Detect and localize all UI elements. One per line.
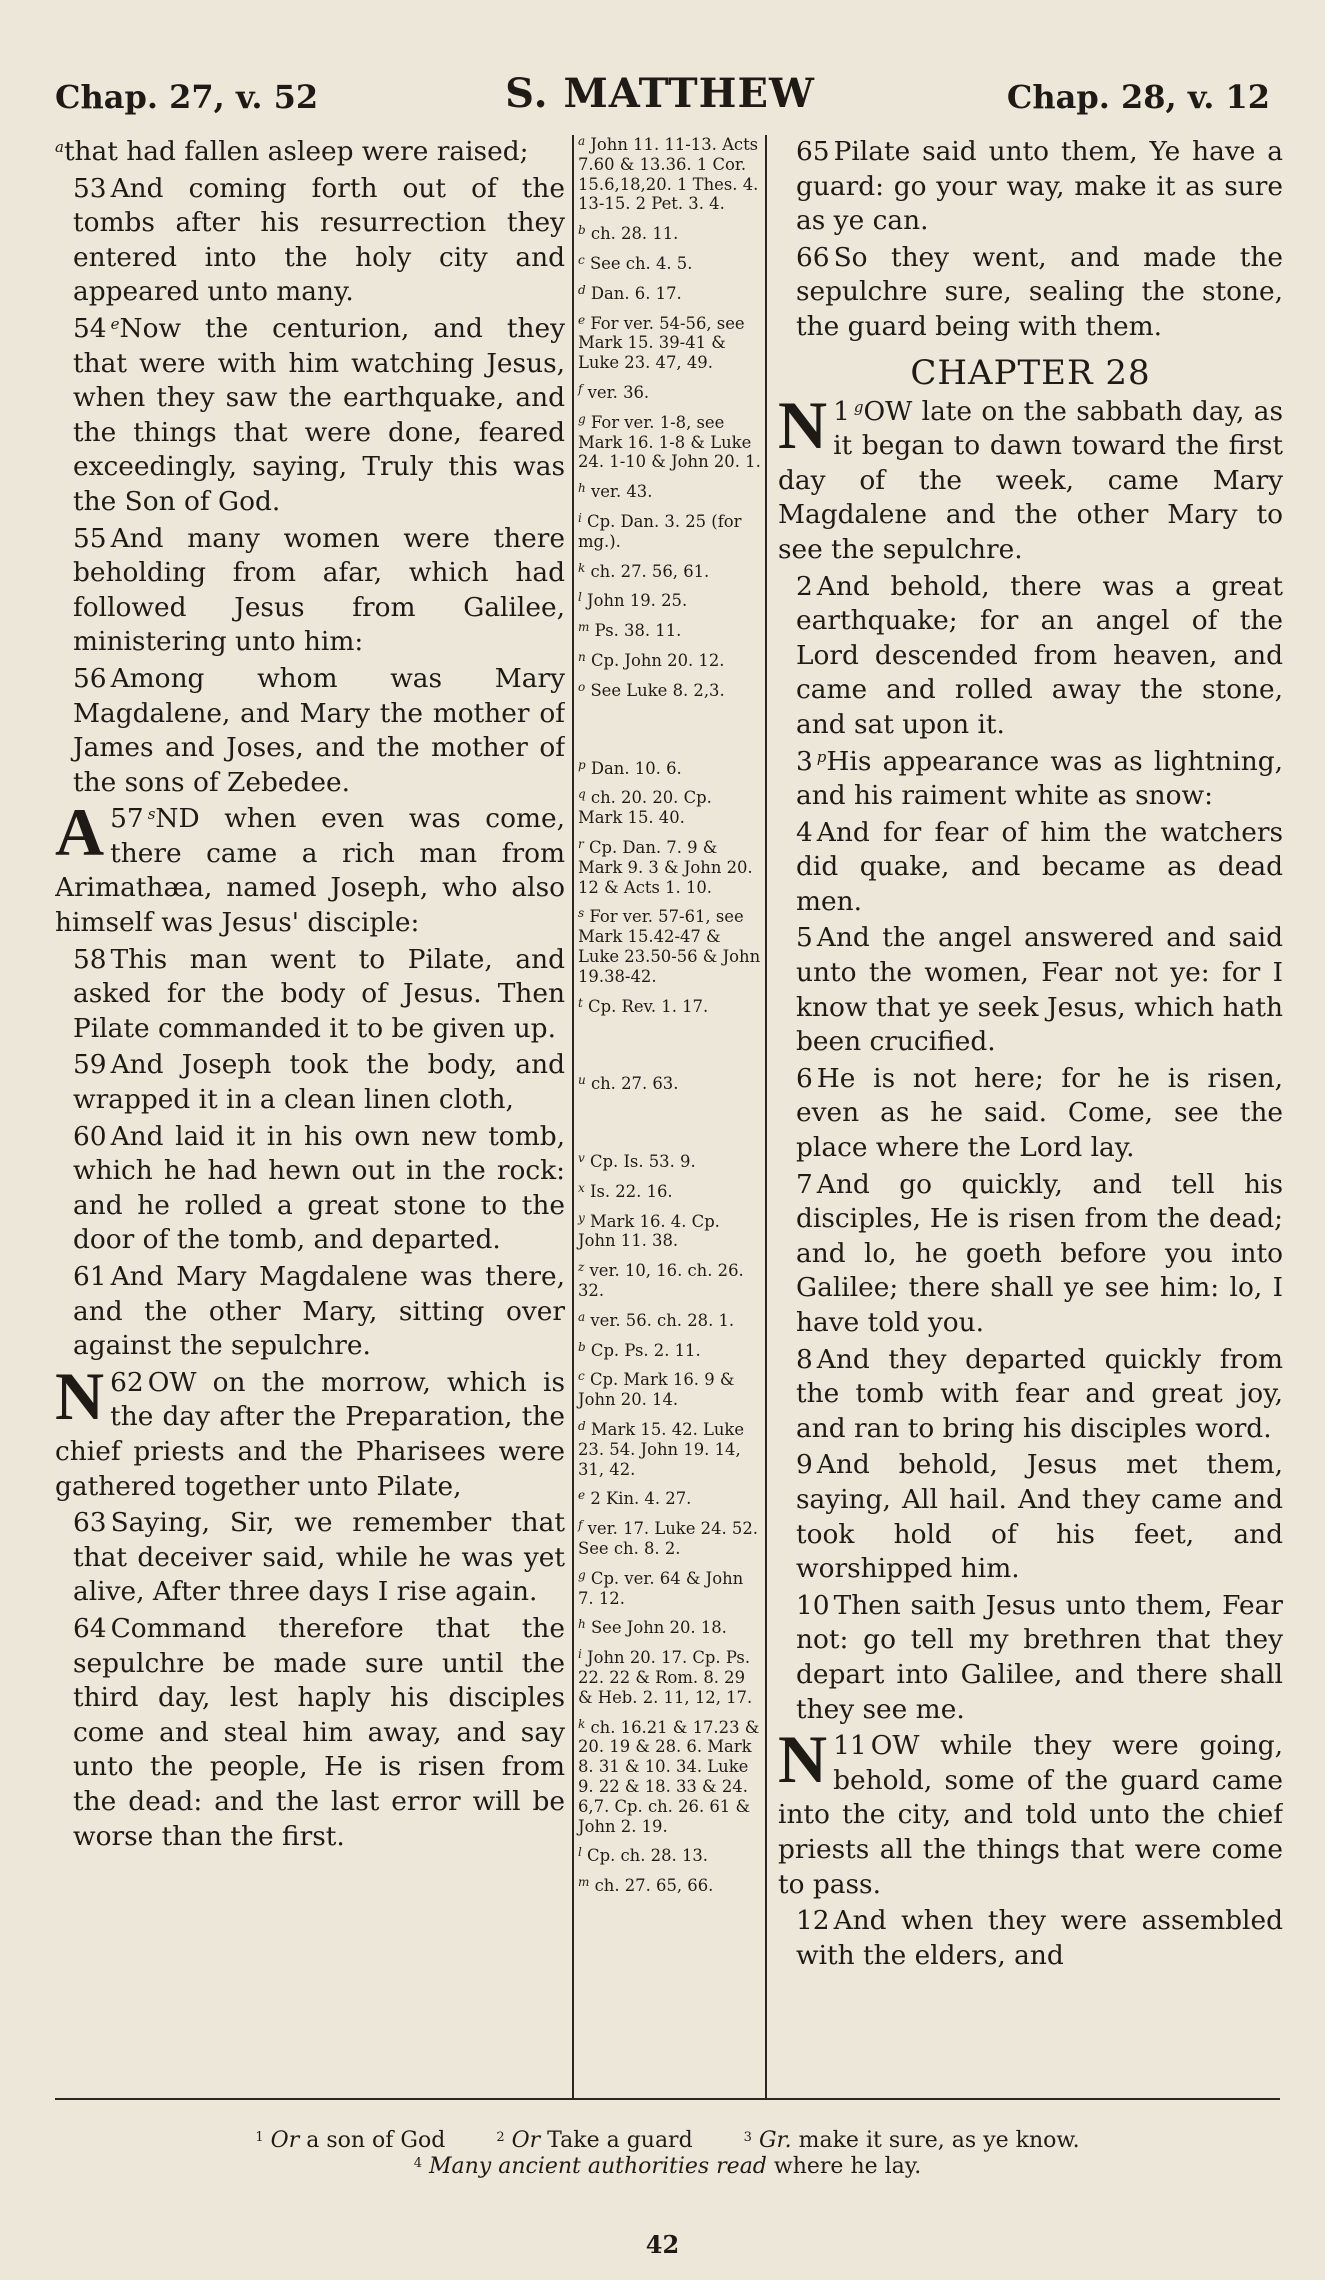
reference-mark: f bbox=[578, 381, 583, 396]
reference-mark: h bbox=[578, 1617, 586, 1632]
footnote-text: where he lay. bbox=[773, 2154, 922, 2179]
verse-text: And many women were there beholding from afar, which had followed Jesus from Galilee, ministering unto him: bbox=[73, 522, 565, 658]
verse bbox=[55, 172, 565, 310]
verse bbox=[778, 1343, 1283, 1447]
verse-number: 66 bbox=[796, 241, 830, 273]
reference-text: See Luke 8. 2,3. bbox=[585, 680, 725, 700]
verse-text: OW late on the sabbath day, as it began to dawn toward the first day of the week, came Mary Magdalene and the other Mary to see the sepulchre. bbox=[778, 395, 1283, 565]
margin-reference bbox=[578, 1370, 761, 1410]
verse-text: Now the centurion, and they that were with him watching Jesus, when they saw the earthquake, and the things that were done, feared exceedingly, saying, Truly this was the Son of God. bbox=[73, 312, 565, 517]
verse-number: 2 bbox=[796, 570, 813, 602]
verse bbox=[55, 1506, 565, 1610]
verse-number: 1 bbox=[833, 395, 850, 427]
reference-mark: q bbox=[578, 787, 586, 802]
verse bbox=[778, 386, 1283, 568]
margin-reference bbox=[578, 1311, 761, 1331]
verse-text: And behold, Jesus met them, saying, All hail. And they came and took hold of his feet, and worshipped him. bbox=[796, 1449, 1283, 1585]
verse-text: And Mary Magdalene was there, and the other Mary, sitting over against the sepulchre. bbox=[73, 1261, 565, 1362]
reference-mark: c bbox=[578, 1369, 585, 1384]
reference-mark: b bbox=[578, 1339, 586, 1354]
verse-number: 60 bbox=[73, 1120, 107, 1152]
margin-reference bbox=[578, 1212, 761, 1252]
reference-text: For ver. 1-8, see Mark 16. 1-8 & Luke 24. 1-10 & John 20. 1. bbox=[578, 412, 761, 472]
verse-number: 57 bbox=[110, 803, 144, 835]
margin-reference bbox=[578, 1152, 761, 1172]
reference-mark: f bbox=[578, 1518, 583, 1533]
verse-number: 6 bbox=[796, 1062, 813, 1094]
margin-reference bbox=[578, 621, 761, 641]
reference-text: John 11. 11-13. Acts 7.60 & 13.36. 1 Cor. 15.6,18,20. 1 Thes. 4. 13-15. 2 Pet. 3. 4. bbox=[578, 135, 759, 214]
reference-text: ver. 36. bbox=[582, 382, 650, 402]
margin-reference bbox=[578, 1341, 761, 1361]
margin-reference bbox=[578, 591, 761, 611]
verse bbox=[778, 1589, 1283, 1727]
verse-text: ND when even was come, there came a rich man from Arimathæa, named Joseph, who also himself was Jesus' disciple: bbox=[55, 803, 565, 939]
reference-mark: g bbox=[578, 1567, 586, 1582]
footnote bbox=[744, 2128, 1080, 2153]
reference-text: John 20. 17. Cp. Ps. 22. 22 & Rom. 8. 29 & Heb. 2. 11, 12, 17. bbox=[578, 1648, 753, 1707]
margin-reference bbox=[578, 383, 761, 403]
margin-reference bbox=[578, 681, 761, 701]
verse bbox=[778, 1448, 1283, 1586]
reference-mark: k bbox=[578, 1716, 586, 1731]
verse bbox=[778, 570, 1283, 743]
reference-text: For ver. 54-56, see Mark 15. 39-41 & Luke 23. 47, 49. bbox=[578, 313, 745, 373]
reference-text: Cp. Ps. 2. 11. bbox=[585, 1340, 701, 1360]
reference-text: ver. 56. ch. 28. 1. bbox=[585, 1310, 735, 1330]
footnote bbox=[414, 2154, 922, 2179]
verse-number: 54 bbox=[73, 312, 107, 344]
reference-text: ver. 10, 16. ch. 26. 32. bbox=[578, 1261, 744, 1301]
verse-text: And behold, there was a great earthquake; for an angel of the Lord descended from heaven, and came and rolled away the stone, and sat upon it. bbox=[796, 570, 1283, 740]
footnote-qualifier: Or bbox=[270, 2128, 300, 2153]
footnote-mark: 1 bbox=[255, 2130, 264, 2145]
margin-reference bbox=[578, 838, 761, 897]
reference-text: Dan. 6. 17. bbox=[585, 283, 682, 303]
right-text-column bbox=[778, 135, 1283, 2100]
footnote-qualifier: Many ancient authorities read bbox=[428, 2154, 767, 2179]
verse-text: And they departed quickly from the tomb with fear and great joy, and ran to bring his disciples word. bbox=[796, 1343, 1283, 1444]
verse-text: And coming forth out of the tombs after his resurrection they entered into the holy city and appeared unto many. bbox=[73, 172, 565, 308]
reference-text: Cp. Is. 53. 9. bbox=[584, 1152, 696, 1172]
reference-text: ver. 17. Luke 24. 52. See ch. 8. 2. bbox=[578, 1519, 758, 1559]
verse-number: 8 bbox=[796, 1343, 813, 1375]
verse-text: And laid it in his own new tomb, which he had hewn out in the rock: and he rolled a great stone to the door of the tomb, and departed. bbox=[73, 1120, 565, 1256]
footnote-mark: 4 bbox=[413, 2156, 422, 2171]
verse bbox=[55, 312, 565, 520]
reference-mark: d bbox=[578, 1419, 586, 1434]
running-header bbox=[50, 70, 1270, 130]
reference-text: Ps. 38. 11. bbox=[589, 621, 682, 641]
reference-mark: d bbox=[578, 282, 586, 297]
reference-mark: p bbox=[578, 757, 586, 772]
reference-mark: l bbox=[578, 590, 582, 605]
reference-text: Mark 15. 42. Luke 23. 54. John 19. 14, 31, 42. bbox=[578, 1420, 745, 1479]
margin-reference bbox=[578, 224, 761, 244]
book-title: S. MATTHEW bbox=[505, 70, 815, 117]
verse-number: 61 bbox=[73, 1261, 107, 1292]
verse-number: 65 bbox=[796, 136, 830, 167]
reference-mark: m bbox=[578, 1875, 590, 1890]
reference-text: Cp. Rev. 1. 17. bbox=[582, 996, 709, 1016]
reference-text: ch. 20. 20. Cp. Mark 15. 40. bbox=[578, 788, 712, 828]
verse bbox=[55, 1357, 565, 1504]
footnote-qualifier: Or bbox=[511, 2128, 541, 2153]
drop-capital: N bbox=[55, 1357, 105, 1434]
reference-text: Mark 16. 4. Cp. John 11. 38. bbox=[578, 1211, 720, 1251]
cross-reference-mark: g bbox=[853, 397, 864, 416]
reference-mark: r bbox=[578, 836, 584, 851]
verse bbox=[778, 241, 1283, 345]
margin-reference bbox=[578, 562, 761, 582]
reference-mark: h bbox=[578, 481, 586, 496]
margin-reference bbox=[578, 254, 761, 274]
verse bbox=[778, 1721, 1283, 1902]
verse-text: And when they were assembled with the elders, and bbox=[796, 1905, 1283, 1971]
verse-number: 11 bbox=[833, 1730, 867, 1762]
reference-mark: e bbox=[578, 312, 586, 327]
verse bbox=[778, 135, 1283, 239]
verse bbox=[55, 1612, 565, 1854]
verse-text: So they went, and made the sepulchre sure, sealing the stone, the guard being with them. bbox=[796, 241, 1283, 342]
verse-text: Among whom was Mary Magdalene, and Mary the mother of James and Joses, and the mother of the sons of Zebedee. bbox=[73, 662, 565, 798]
reference-mark: e bbox=[578, 1488, 586, 1503]
page-number: 42 bbox=[645, 2230, 680, 2259]
verse bbox=[778, 921, 1283, 1059]
verse bbox=[778, 816, 1283, 920]
verse-text: His appearance was as lightning, and his raiment white as snow: bbox=[796, 745, 1283, 812]
drop-capital: A bbox=[55, 794, 105, 871]
verse-number: 58 bbox=[73, 943, 107, 975]
drop-capital: N bbox=[778, 1721, 828, 1798]
reference-mark: a bbox=[578, 1309, 586, 1324]
reference-text: ch. 28. 11. bbox=[585, 224, 679, 244]
footnote-text: Take a guard bbox=[547, 2128, 693, 2153]
drop-capital: N bbox=[778, 386, 828, 463]
reference-text: See John 20. 18. bbox=[585, 1618, 727, 1638]
verse bbox=[55, 135, 565, 170]
verse bbox=[55, 1048, 565, 1117]
reference-mark: v bbox=[578, 1151, 585, 1166]
verse-text: that had fallen asleep were raised; bbox=[63, 136, 529, 167]
reference-mark: t bbox=[578, 995, 583, 1010]
margin-reference bbox=[578, 759, 761, 779]
margin-reference bbox=[578, 907, 761, 986]
verse-text: Saying, Sir, we remember that that deceiver said, while he was yet alive, After three days I rise again. bbox=[73, 1507, 565, 1608]
reference-text: ch. 27. 65, 66. bbox=[589, 1876, 714, 1896]
margin-reference bbox=[578, 1182, 761, 1202]
reference-mark: n bbox=[578, 649, 586, 664]
verse-text: OW while they were going, behold, some of the guard came into the city, and told unto the chief priests all the things that were come to pass. bbox=[778, 1730, 1283, 1900]
margin-reference bbox=[578, 1489, 761, 1509]
margin-reference bbox=[578, 314, 761, 373]
reference-mark: c bbox=[578, 252, 585, 267]
footnote bbox=[255, 2128, 445, 2153]
reference-mark: o bbox=[578, 679, 586, 694]
verse bbox=[55, 1260, 565, 1364]
reference-mark: x bbox=[578, 1180, 585, 1195]
verse bbox=[55, 1120, 565, 1258]
footnote-line-2 bbox=[55, 2154, 1280, 2180]
reference-text: John 19. 25. bbox=[581, 591, 688, 611]
verse-number: 64 bbox=[73, 1612, 107, 1644]
verse-number: 10 bbox=[796, 1589, 830, 1621]
margin-reference bbox=[578, 651, 761, 671]
reference-text: 2 Kin. 4. 27. bbox=[585, 1489, 692, 1509]
verse-number: 7 bbox=[796, 1168, 813, 1200]
reference-mark: y bbox=[578, 1210, 585, 1225]
footnote-line-1 bbox=[55, 2128, 1280, 2154]
reference-text: For ver. 57-61, see Mark 15.42-47 & Luke 23.50-56 & John 19.38-42. bbox=[578, 907, 761, 986]
margin-reference bbox=[578, 1846, 761, 1866]
reference-text: ch. 27. 63. bbox=[585, 1074, 679, 1094]
margin-reference bbox=[578, 1261, 761, 1301]
reference-text: Cp. Mark 16. 9 & John 20. 14. bbox=[578, 1370, 735, 1410]
verse bbox=[778, 1168, 1283, 1341]
reference-text: See ch. 4. 5. bbox=[584, 253, 693, 273]
reference-text: ch. 16.21 & 17.23 & 20. 19 & 28. 6. Mark 8. 31 & 10. 34. Luke 9. 22 & 18. 33 & 24. 6,7. Cp. ch. 26. 61 & John 2. 19. bbox=[578, 1717, 760, 1836]
cross-reference-mark: a bbox=[55, 138, 64, 156]
margin-reference bbox=[578, 284, 761, 304]
reference-mark: i bbox=[578, 1647, 582, 1662]
footnote bbox=[496, 2128, 692, 2153]
reference-text: Is. 22. 16. bbox=[584, 1181, 673, 1201]
reference-text: Cp. Dan. 7. 9 & Mark 9. 3 & John 20. 12 & Acts 1. 10. bbox=[578, 837, 753, 897]
verse bbox=[55, 662, 565, 800]
reference-text: Cp. ch. 28. 13. bbox=[581, 1846, 709, 1866]
verse-number: 9 bbox=[796, 1449, 813, 1481]
cross-reference-mark: s bbox=[147, 805, 156, 824]
reference-mark: l bbox=[578, 1845, 582, 1860]
margin-reference bbox=[578, 997, 761, 1017]
cross-reference-mark: e bbox=[110, 314, 120, 333]
margin-reference bbox=[578, 1420, 761, 1479]
verse-text: Command therefore that the sepulchre be made sure until the third day, lest haply his disciples come and steal him away, and say unto the people, He is risen from the dead: and the last error will be worse than the first. bbox=[73, 1612, 565, 1852]
reference-mark: z bbox=[578, 1260, 585, 1275]
verse bbox=[778, 1062, 1283, 1166]
chapter-heading: CHAPTER 28 bbox=[910, 352, 1151, 393]
footnote-mark: 2 bbox=[496, 2130, 505, 2145]
reference-text: ver. 43. bbox=[585, 482, 653, 502]
verse-text: He is not here; for he is risen, even as he said. Come, see the place where the Lord lay. bbox=[796, 1062, 1283, 1164]
verse-number: 53 bbox=[73, 172, 107, 204]
reference-mark: m bbox=[578, 620, 590, 635]
verse-text: And the angel answered and said unto the women, Fear not ye: for I know that ye seek Jesus, which hath been crucified. bbox=[796, 922, 1283, 1058]
footnote-mark: 3 bbox=[743, 2130, 752, 2145]
margin-reference bbox=[578, 1618, 761, 1638]
reference-mark: s bbox=[578, 906, 585, 921]
margin-reference bbox=[578, 1519, 761, 1559]
verse-text: And for fear of him the watchers did quake, and became as dead men. bbox=[796, 816, 1283, 917]
margin-reference bbox=[578, 482, 761, 502]
reference-text: Cp. Dan. 3. 25 (for mg.). bbox=[578, 511, 742, 551]
verse-text: Then saith Jesus unto them, Fear not: go tell my brethren that they depart into Galilee, and there shall they see me. bbox=[796, 1589, 1283, 1725]
margin-reference bbox=[578, 413, 761, 472]
reference-mark: b bbox=[578, 223, 586, 238]
reference-text: ch. 27. 56, 61. bbox=[585, 561, 710, 581]
cross-reference-column bbox=[572, 135, 767, 2100]
verse bbox=[778, 1904, 1283, 1973]
reference-text: Cp. ver. 64 & John 7. 12. bbox=[578, 1568, 744, 1608]
verse-number: 12 bbox=[796, 1905, 830, 1937]
verse-text: And go quickly, and tell his disciples, He is risen from the dead; and lo, he goeth before you into Galilee; there shall ye see him: lo, I have told you. bbox=[796, 1168, 1283, 1338]
verse-number: 63 bbox=[73, 1507, 107, 1539]
verse-number: 5 bbox=[796, 922, 813, 954]
footnote-qualifier: Gr. bbox=[758, 2128, 792, 2153]
header-chapter-start: Chap. 27, v. 52 bbox=[55, 78, 319, 116]
footnote-text: a son of God bbox=[306, 2128, 446, 2153]
margin-reference bbox=[578, 1718, 761, 1837]
verse-text: And Joseph took the body, and wrapped it in a clean linen cloth, bbox=[73, 1049, 565, 1116]
footnote-text: make it sure, as ye know. bbox=[798, 2128, 1080, 2153]
verse-number: 59 bbox=[73, 1049, 107, 1081]
verse-number: 3 bbox=[796, 745, 813, 777]
cross-reference-mark: p bbox=[816, 747, 827, 766]
verse bbox=[55, 943, 565, 1047]
verse-text: OW on the morrow, which is the day after the Preparation, the chief priests and the Pharisees were gathered together unto Pilate, bbox=[55, 1366, 565, 1502]
verse bbox=[55, 522, 565, 660]
verse-number: 62 bbox=[110, 1366, 144, 1398]
verse-number: 4 bbox=[796, 816, 813, 848]
verse-number: 56 bbox=[73, 662, 107, 694]
margin-reference bbox=[578, 1569, 761, 1609]
margin-reference bbox=[578, 1648, 761, 1707]
reference-mark: g bbox=[578, 411, 586, 426]
reference-mark: k bbox=[578, 560, 586, 575]
reference-text: Cp. John 20. 12. bbox=[585, 650, 725, 670]
left-text-column bbox=[55, 135, 565, 2100]
verse-number: 55 bbox=[73, 522, 107, 554]
verse bbox=[778, 745, 1283, 814]
reference-mark: a bbox=[578, 135, 586, 148]
header-chapter-end: Chap. 28, v. 12 bbox=[1006, 78, 1270, 116]
reference-text: Dan. 10. 6. bbox=[585, 758, 682, 778]
reference-mark: u bbox=[578, 1073, 586, 1088]
verse-text: This man went to Pilate, and asked for the body of Jesus. Then Pilate commanded it to be given up. bbox=[73, 943, 565, 1044]
footnotes bbox=[55, 2098, 1280, 2180]
verse bbox=[55, 794, 565, 940]
margin-reference bbox=[578, 512, 761, 552]
verse-text: Pilate said unto them, Ye have a guard: go your way, make it as sure as ye can. bbox=[796, 136, 1283, 237]
margin-reference bbox=[578, 1876, 761, 1896]
reference-mark: i bbox=[578, 510, 582, 525]
margin-reference bbox=[578, 788, 761, 828]
margin-reference bbox=[578, 1074, 761, 1094]
margin-reference bbox=[578, 135, 761, 214]
